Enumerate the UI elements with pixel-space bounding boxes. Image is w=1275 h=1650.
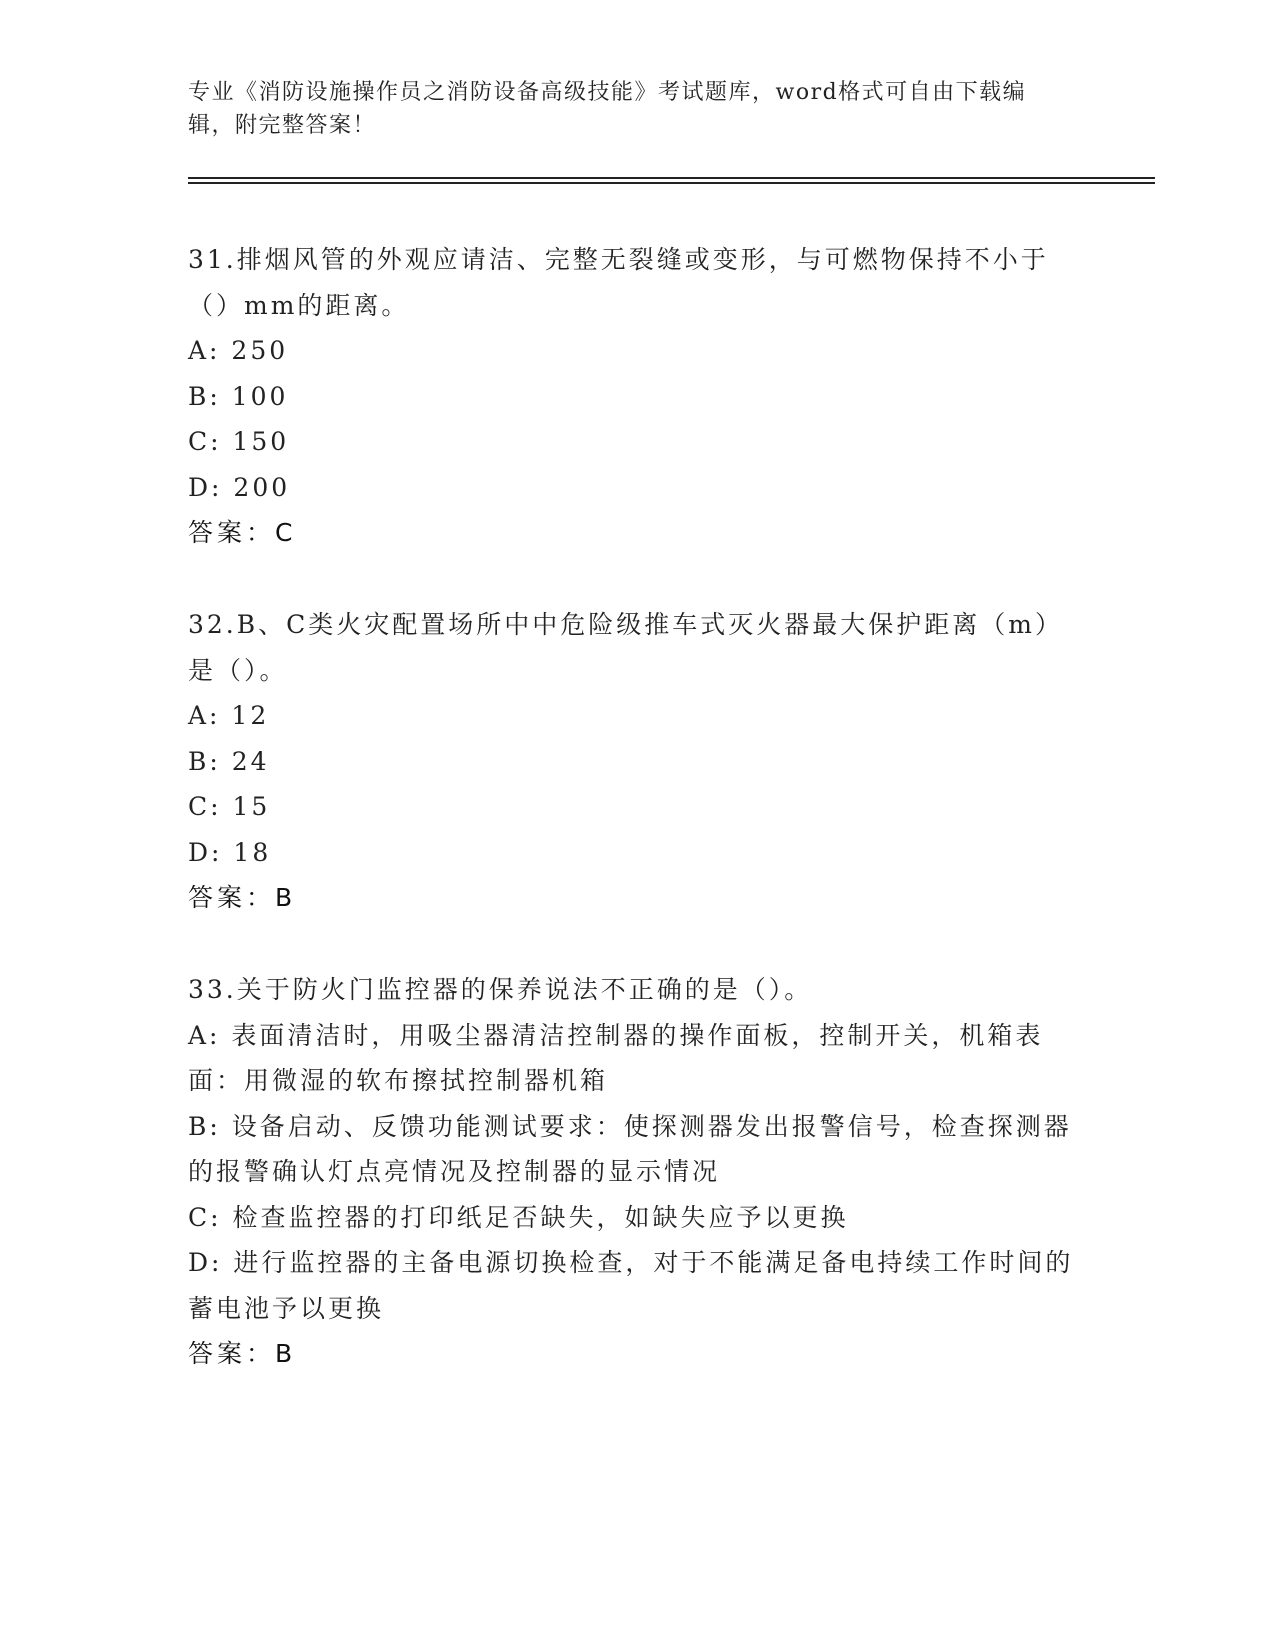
answer-label: 答案： <box>188 883 276 912</box>
answer-label: 答案： <box>188 518 276 547</box>
option-a: A: 12 <box>188 701 270 730</box>
option-a: A: 250 <box>188 336 289 365</box>
answer-line <box>188 875 1088 921</box>
answer-value: B <box>275 1339 293 1368</box>
header-divider-bottom <box>188 182 1155 184</box>
question-31 <box>188 237 1088 556</box>
answer-label: 答案： <box>188 1339 276 1368</box>
question-32 <box>188 602 1088 921</box>
answer-value: C <box>275 518 293 547</box>
question-33 <box>188 967 1088 1377</box>
option-a: A: 表面清洁时，用吸尘器清洁控制器的操作面板，控制开关，机箱表面：用微湿的软布擦拭控制器机箱 <box>188 1020 1044 1095</box>
answer-line <box>188 1331 1088 1377</box>
option-d: D: 200 <box>188 472 291 502</box>
option-b: B: 设备启动、反馈功能测试要求：使探测器发出报警信号，检查探测器的报警确认灯点亮情况及控制器的显示情况 <box>188 1111 1072 1186</box>
option-c: C: 15 <box>188 792 271 821</box>
question-stem: 33.关于防火门监控器的保养说法不正确的是（）。 <box>188 975 813 1004</box>
answer-value: B <box>275 883 293 912</box>
option-d: D: 18 <box>188 837 272 867</box>
answer-line <box>188 510 1088 556</box>
header-divider-top <box>188 177 1155 179</box>
document-intro: 专业《消防设施操作员之消防设备高级技能》考试题库，word格式可自由下载编辑，附完整答案！ <box>188 80 1027 138</box>
option-b: B: 24 <box>188 746 270 776</box>
question-stem: 32.B、C类火灾配置场所中中危险级推车式灭火器最大保护距离（m）是（）。 <box>188 610 1063 685</box>
option-d: D: 进行监控器的主备电源切换检查，对于不能满足备电持续工作时间的蓄电池予以更换 <box>188 1248 1074 1323</box>
option-c: C: 检查监控器的打印纸足否缺失，如缺失应予以更换 <box>188 1202 849 1232</box>
option-c: C: 150 <box>188 427 290 456</box>
question-stem: 31.排烟风管的外观应请洁、完整无裂缝或变形，与可燃物保持不小于（）mm的距离。 <box>188 245 1049 320</box>
option-b: B: 100 <box>188 381 289 411</box>
